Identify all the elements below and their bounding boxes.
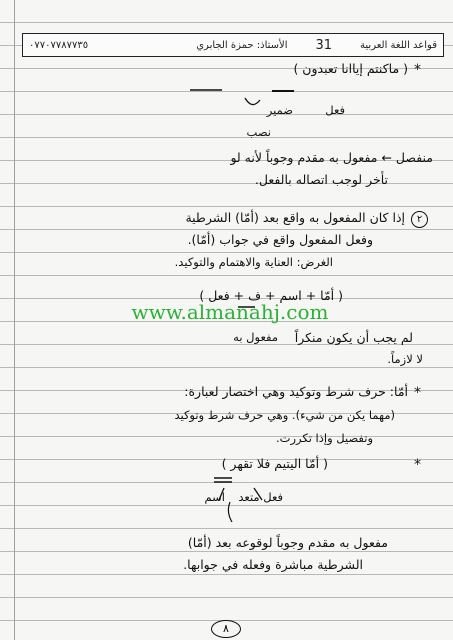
section2-rule-right: لم يجب أن يكون منكراً: [294, 330, 413, 345]
stroke-arrow-fel: [254, 488, 262, 500]
watermark-text: www.almanahj.com: [131, 300, 329, 324]
section4-conclusion-2: الشرطية مباشرة وفعله في جوابها.: [183, 557, 363, 572]
header-phone: ٠٧٧٠٧٧٨٧٧٣٥: [29, 39, 89, 51]
section2-rule-left: مفعول به: [233, 330, 278, 344]
section1-word-damir: ضمير: [266, 103, 293, 117]
header-title: قواعد اللغة العربية: [360, 39, 437, 51]
header-teacher: الأستاذ: حمزة الجابري: [196, 39, 288, 51]
section2-line3: الغرض: العناية والاهتمام والتوكيد.: [174, 255, 333, 269]
section4-conclusion-1: مفعول به مقدم وجوباً لوقوعه بعد (أمّا): [187, 535, 388, 550]
section2-line1: إذا كان المفعول به واقع بعد (أمّا) الشرطية: [185, 210, 405, 225]
star-bullet-4: *: [414, 457, 421, 473]
section1-word-fel: فعل: [325, 103, 345, 117]
section2-number-badge: ٢: [411, 211, 428, 228]
stroke-curl-1: [245, 98, 260, 105]
section1-word-nasb: نصب: [246, 125, 271, 139]
section3-line3: وتفصيل وإذا تكررت.: [275, 431, 373, 445]
stroke-bracket: [228, 502, 232, 522]
star-bullet-3: *: [414, 385, 421, 401]
section1-heading: ( ماكنتم إياانا تعبدون ): [293, 61, 408, 76]
section2-line2: وفعل المفعول واقع في جواب (أمّا).: [187, 232, 373, 247]
section3-line1: أمّا: حرف شرط وتوكيد وهي اختصار لعبارة:: [184, 384, 408, 399]
section4-label-ism: اسم: [204, 490, 225, 504]
section3-line2: (مهما يكن من شيء). وهي حرف شرط وتوكيد: [174, 408, 395, 422]
header-page-number: 31: [315, 37, 333, 53]
star-bullet-1: *: [414, 62, 421, 78]
section2-formula: ( أمّا + اسم + ف + فعل ): [199, 288, 343, 303]
section1-explanation-1: منفصل ← مفعول به مقدم وجوباً لأنه لو: [230, 150, 433, 165]
section2-rule-tail: لا لازماً.: [387, 352, 423, 366]
page-mark: ٨: [211, 620, 241, 638]
section1-explanation-2: تأخر لوجب اتصاله بالفعل.: [254, 172, 388, 187]
section4-heading: ( أمّا اليتيم فلا تقهر ): [221, 456, 328, 471]
section4-label-fel: فعل متعد: [238, 490, 283, 504]
stroke-arrow-ism: [219, 488, 224, 500]
